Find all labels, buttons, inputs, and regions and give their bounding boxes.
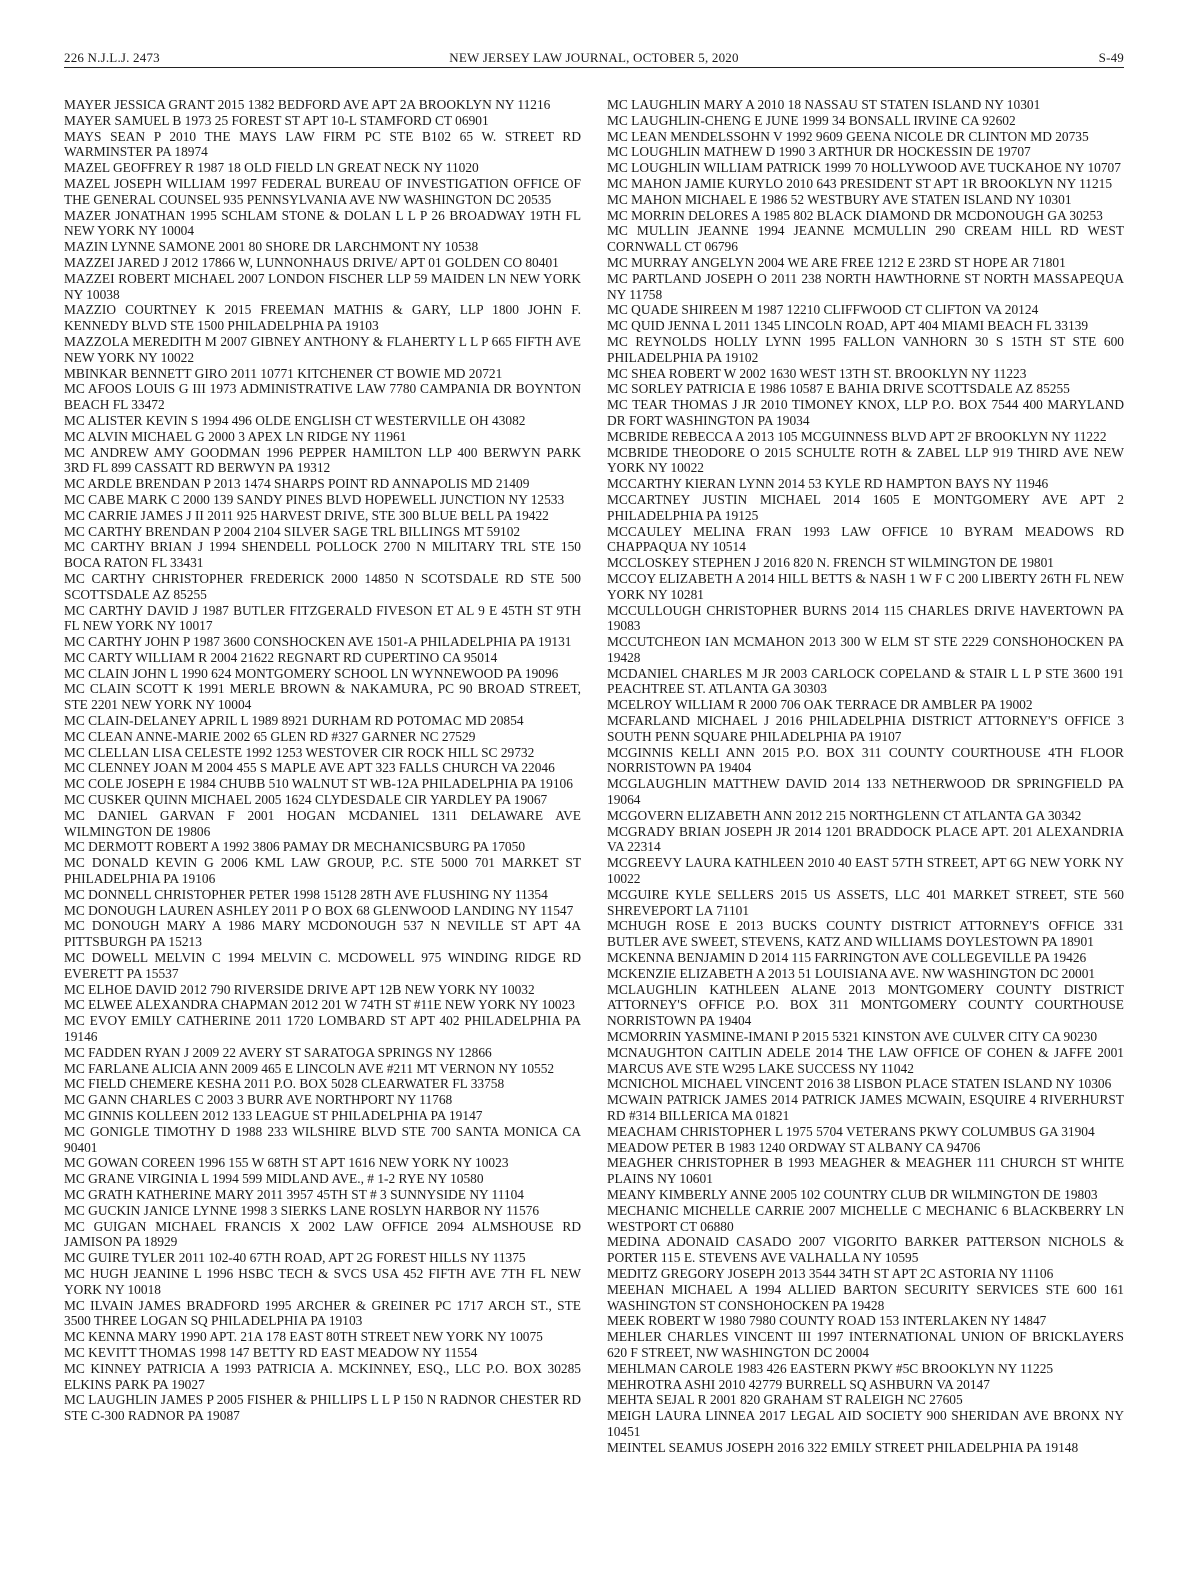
attorney-listing: MCNAUGHTON CAITLIN ADELE 2014 THE LAW OFFICE OF COHEN & JAFFE 2001 MARCUS AVE STE W295 LAKE SUCCESS NY 11042 <box>607 1044 1124 1076</box>
attorney-listing: MC COLE JOSEPH E 1984 CHUBB 510 WALNUT ST WB-12A PHILADELPHIA PA 19106 <box>64 776 573 792</box>
attorney-listing: MC CARTHY BRENDAN P 2004 2104 SILVER SAGE TRL BILLINGS MT 59102 <box>64 523 521 539</box>
attorney-listing: MC FADDEN RYAN J 2009 22 AVERY ST SARATOGA SPRINGS NY 12866 <box>64 1044 492 1060</box>
page-header <box>64 50 1124 66</box>
attorney-listing: MEHLER CHARLES VINCENT III 1997 INTERNATIONAL UNION OF BRICKLAYERS 620 F STREET, NW WASHINGTON DC 20004 <box>607 1329 1124 1360</box>
attorney-listing: MCBRIDE THEODORE O 2015 SCHULTE ROTH & ZABEL LLP 919 THIRD AVE NEW YORK NY 10022 <box>607 444 1124 476</box>
attorney-listing: MC PARTLAND JOSEPH O 2011 238 NORTH HAWTHORNE ST NORTH MASSAPEQUA NY 11758 <box>607 270 1124 302</box>
attorney-listing: MC LEAN MENDELSSOHN V 1992 9609 GEENA NICOLE DR CLINTON MD 20735 <box>607 128 1089 144</box>
attorney-listing: MC CLENNEY JOAN M 2004 455 S MAPLE AVE APT 323 FALLS CHURCH VA 22046 <box>64 760 555 776</box>
attorney-listing: MC LOUGHLIN MATHEW D 1990 3 ARTHUR DR HOCKESSIN DE 19707 <box>607 144 1031 160</box>
attorney-listing: MC AFOOS LOUIS G III 1973 ADMINISTRATIVE LAW 7780 CAMPANIA DR BOYNTON BEACH FL 33472 <box>64 381 581 413</box>
attorney-listing: MC MULLIN JEANNE 1994 JEANNE MCMULLIN 290 CREAM HILL RD WEST CORNWALL CT 06796 <box>607 223 1124 255</box>
attorney-listing: MC CLAIN-DELANEY APRIL L 1989 8921 DURHAM RD POTOMAC MD 20854 <box>64 713 524 729</box>
attorney-listing: MEADOW PETER B 1983 1240 ORDWAY ST ALBANY CA 94706 <box>607 1139 981 1155</box>
attorney-listing: MCMORRIN YASMINE-IMANI P 2015 5321 KINSTON AVE CULVER CITY CA 90230 <box>607 1029 1098 1045</box>
header-rule <box>64 67 1124 68</box>
attorney-listing: MCCAULEY MELINA FRAN 1993 LAW OFFICE 10 BYRAM MEADOWS RD CHAPPAQUA NY 10514 <box>607 523 1124 555</box>
attorney-listing: MCCLOSKEY STEPHEN J 2016 820 N. FRENCH ST WILMINGTON DE 19801 <box>607 555 1054 571</box>
attorney-listing: MC ALVIN MICHAEL G 2000 3 APEX LN RIDGE NY 11961 <box>64 428 407 444</box>
volume-citation: 226 N.J.L.J. 2473 <box>64 50 160 65</box>
attorney-listing: MAZZOLA MEREDITH M 2007 GIBNEY ANTHONY & FLAHERTY L L P 665 FIFTH AVE NEW YORK NY 10022 <box>64 333 581 365</box>
attorney-listing: MC DONALD KEVIN G 2006 KML LAW GROUP, P.C. STE 5000 701 MARKET ST PHILADELPHIA PA 19106 <box>64 855 581 887</box>
attorney-listing: MC KEVITT THOMAS 1998 147 BETTY RD EAST MEADOW NY 11554 <box>64 1344 478 1360</box>
attorney-listing: MC CUSKER QUINN MICHAEL 2005 1624 CLYDESDALE CIR YARDLEY PA 19067 <box>64 792 548 808</box>
attorney-listing: MCGLAUGHLIN MATTHEW DAVID 2014 133 NETHERWOOD DR SPRINGFIELD PA 19064 <box>607 776 1124 808</box>
attorney-listing: MAYER JESSICA GRANT 2015 1382 BEDFORD AVE APT 2A BROOKLYN NY 11216 <box>64 97 551 112</box>
attorney-listing: MC ARDLE BRENDAN P 2013 1474 SHARPS POINT RD ANNAPOLIS MD 21409 <box>64 476 530 492</box>
attorney-listing: MCGUIRE KYLE SELLERS 2015 US ASSETS, LLC 401 MARKET STREET, STE 560 SHREVEPORT LA 71101 <box>607 886 1124 918</box>
attorney-listing: MC GOWAN COREEN 1996 155 W 68TH ST APT 1616 NEW YORK NY 10023 <box>64 1155 509 1171</box>
attorney-listing: MC QUADE SHIREEN M 1987 12210 CLIFFWOOD CT CLIFTON VA 20124 <box>607 302 1039 318</box>
attorney-listing: MEAGHER CHRISTOPHER B 1993 MEAGHER & MEAGHER 111 CHURCH ST WHITE PLAINS NY 10601 <box>607 1155 1124 1187</box>
attorney-listing: MC DONNELL CHRISTOPHER PETER 1998 15128 28TH AVE FLUSHING NY 11354 <box>64 886 548 902</box>
attorney-listing: MC REYNOLDS HOLLY LYNN 1995 FALLON VANHORN 30 S 15TH ST STE 600 PHILADELPHIA PA 19102 <box>607 333 1124 365</box>
attorney-listing: MC ALISTER KEVIN S 1994 496 OLDE ENGLISH CT WESTERVILLE OH 43082 <box>64 412 526 428</box>
attorney-listing: MC CARTHY JOHN P 1987 3600 CONSHOCKEN AVE 1501-A PHILADELPHIA PA 19131 <box>64 634 572 650</box>
attorney-listing: MC SHEA ROBERT W 2002 1630 WEST 13TH ST. BROOKLYN NY 11223 <box>607 365 1027 381</box>
attorney-listing: MCCULLOUGH CHRISTOPHER BURNS 2014 115 CHARLES DRIVE HAVERTOWN PA 19083 <box>607 602 1124 634</box>
attorney-listing: MC CLAIN JOHN L 1990 624 MONTGOMERY SCHOOL LN WYNNEWOOD PA 19096 <box>64 665 559 681</box>
attorney-listing: MEINTEL SEAMUS JOSEPH 2016 322 EMILY STREET PHILADELPHIA PA 19148 <box>607 1439 1079 1455</box>
attorney-listing: MAZZEI ROBERT MICHAEL 2007 LONDON FISCHER LLP 59 MAIDEN LN NEW YORK NY 10038 <box>64 270 581 302</box>
attorney-listing: MC ELHOE DAVID 2012 790 RIVERSIDE DRIVE APT 12B NEW YORK NY 10032 <box>64 981 535 997</box>
attorney-listing: MC GRANE VIRGINIA L 1994 599 MIDLAND AVE., # 1-2 RYE NY 10580 <box>64 1171 484 1187</box>
attorney-listing: MCCARTHY KIERAN LYNN 2014 53 KYLE RD HAMPTON BAYS NY 11946 <box>607 476 1049 492</box>
attorney-listing: MC GONIGLE TIMOTHY D 1988 233 WILSHIRE BLVD STE 700 SANTA MONICA CA 90401 <box>64 1123 581 1155</box>
attorney-listing: MC HUGH JEANINE L 1996 HSBC TECH & SVCS USA 452 FIFTH AVE 7TH FL NEW YORK NY 10018 <box>64 1265 581 1297</box>
attorney-listing: MCBRIDE REBECCA A 2013 105 MCGUINNESS BLVD APT 2F BROOKLYN NY 11222 <box>607 428 1107 444</box>
attorney-listing: MC CABE MARK C 2000 139 SANDY PINES BLVD HOPEWELL JUNCTION NY 12533 <box>64 491 565 507</box>
attorney-listing: MC DERMOTT ROBERT A 1992 3806 PAMAY DR MECHANICSBURG PA 17050 <box>64 839 526 855</box>
attorney-listing: MC QUID JENNA L 2011 1345 LINCOLN ROAD, APT 404 MIAMI BEACH FL 33139 <box>607 318 1089 334</box>
attorney-listing: MC EVOY EMILY CATHERINE 2011 1720 LOMBARD ST APT 402 PHILADELPHIA PA 19146 <box>64 1013 581 1045</box>
attorney-listing: MC DONOUGH LAUREN ASHLEY 2011 P O BOX 68 GLENWOOD LANDING NY 11547 <box>64 902 574 918</box>
attorney-listing: MC CARTY WILLIAM R 2004 21622 REGNART RD CUPERTINO CA 95014 <box>64 649 498 665</box>
attorney-listing: MCKENNA BENJAMIN D 2014 115 FARRINGTON AVE COLLEGEVILLE PA 19426 <box>607 950 1087 966</box>
attorney-listing: MC LOUGHLIN WILLIAM PATRICK 1999 70 HOLLYWOOD AVE TUCKAHOE NY 10707 <box>607 160 1121 176</box>
attorney-listing: MC KINNEY PATRICIA A 1993 PATRICIA A. MCKINNEY, ESQ., LLC P.O. BOX 30285 ELKINS PARK PA 19027 <box>64 1360 581 1392</box>
attorney-listing: MEHLMAN CAROLE 1983 426 EASTERN PKWY #5C BROOKLYN NY 11225 <box>607 1360 1054 1376</box>
attorney-listing: MCGRADY BRIAN JOSEPH JR 2014 1201 BRADDOCK PLACE APT. 201 ALEXANDRIA VA 22314 <box>607 823 1124 855</box>
attorney-listing: MAZZIO COURTNEY K 2015 FREEMAN MATHIS & GARY, LLP 1800 JOHN F. KENNEDY BLVD STE 1500 PHILADELPHIA PA 19103 <box>64 302 581 334</box>
attorney-listing: MCWAIN PATRICK JAMES 2014 PATRICK JAMES MCWAIN, ESQUIRE 4 RIVERHURST RD #314 BILLERICA MA 01821 <box>607 1092 1124 1123</box>
attorney-listing: MAZZEI JARED J 2012 17866 W, LUNNONHAUS DRIVE/ APT 01 GOLDEN CO 80401 <box>64 254 559 270</box>
attorney-listing: MC GUIRE TYLER 2011 102-40 67TH ROAD, APT 2G FOREST HILLS NY 11375 <box>64 1250 526 1266</box>
attorney-listing: MC CLAIN SCOTT K 1991 MERLE BROWN & NAKAMURA, PC 90 BROAD STREET, STE 2201 NEW YORK NY 10004 <box>64 681 581 713</box>
attorney-listing: MC ELWEE ALEXANDRA CHAPMAN 2012 201 W 74TH ST #11E NEW YORK NY 10023 <box>64 997 575 1013</box>
attorney-listing: MC ANDREW AMY GOODMAN 1996 PEPPER HAMILTON LLP 400 BERWYN PARK 3RD FL 899 CASSATT RD BERWYN PA 19312 <box>64 444 581 476</box>
attorney-listing: MC CARRIE JAMES J II 2011 925 HARVEST DRIVE, STE 300 BLUE BELL PA 19422 <box>64 507 549 523</box>
attorney-listing: MC FARLANE ALICIA ANN 2009 465 E LINCOLN AVE #211 MT VERNON NY 10552 <box>64 1060 555 1076</box>
attorney-listing: MAZEL JOSEPH WILLIAM 1997 FEDERAL BUREAU OF INVESTIGATION OFFICE OF THE GENERAL COUNSEL 935 PENNSYLVANIA AVE NW WASHINGTON DC 20535 <box>64 175 581 207</box>
attorney-listing: MEDITZ GREGORY JOSEPH 2013 3544 34TH ST APT 2C ASTORIA NY 11106 <box>607 1265 1054 1281</box>
attorney-listing: MCGREEVY LAURA KATHLEEN 2010 40 EAST 57TH STREET, APT 6G NEW YORK NY 10022 <box>607 855 1124 887</box>
attorney-listing: MCCUTCHEON IAN MCMAHON 2013 300 W ELM ST STE 2229 CONSHOHOCKEN PA 19428 <box>607 634 1124 665</box>
attorney-listing: MC GUCKIN JANICE LYNNE 1998 3 SIERKS LANE ROSLYN HARBOR NY 11576 <box>64 1202 540 1218</box>
attorney-listing: MAZIN LYNNE SAMONE 2001 80 SHORE DR LARCHMONT NY 10538 <box>64 239 479 255</box>
attorney-listing: MEEK ROBERT W 1980 7980 COUNTY ROAD 153 INTERLAKEN NY 14847 <box>607 1313 1047 1329</box>
attorney-listing: MECHANIC MICHELLE CARRIE 2007 MICHELLE C MECHANIC 6 BLACKBERRY LN WESTPORT CT 06880 <box>607 1202 1124 1234</box>
attorney-listing: MCKENZIE ELIZABETH A 2013 51 LOUISIANA AVE. NW WASHINGTON DC 20001 <box>607 965 1096 981</box>
attorney-listing: MCCARTNEY JUSTIN MICHAEL 2014 1605 E MONTGOMERY AVE APT 2 PHILADELPHIA PA 19125 <box>607 491 1124 523</box>
attorney-listing: MC CARTHY BRIAN J 1994 SHENDELL POLLOCK 2700 N MILITARY TRL STE 150 BOCA RATON FL 33431 <box>64 539 581 571</box>
attorney-listing: MCGOVERN ELIZABETH ANN 2012 215 NORTHGLENN CT ATLANTA GA 30342 <box>607 807 1082 823</box>
attorney-listing: MC MURRAY ANGELYN 2004 WE ARE FREE 1212 E 23RD ST HOPE AR 71801 <box>607 254 1066 270</box>
attorney-listing: MEANY KIMBERLY ANNE 2005 102 COUNTRY CLUB DR WILMINGTON DE 19803 <box>607 1186 1098 1202</box>
attorney-listing: MC MORRIN DELORES A 1985 802 BLACK DIAMOND DR MCDONOUGH GA 30253 <box>607 207 1103 223</box>
attorney-listing: MBINKAR BENNETT GIRO 2011 10771 KITCHENER CT BOWIE MD 20721 <box>64 365 503 381</box>
page-number: S-49 <box>1098 50 1124 65</box>
attorney-listing: MC KENNA MARY 1990 APT. 21A 178 EAST 80TH STREET NEW YORK NY 10075 <box>64 1329 543 1345</box>
attorney-listing: MC FIELD CHEMERE KESHA 2011 P.O. BOX 5028 CLEARWATER FL 33758 <box>64 1076 505 1092</box>
attorney-listing: MAYER SAMUEL B 1973 25 FOREST ST APT 10-L STAMFORD CT 06901 <box>64 112 489 128</box>
attorney-listing: MC MAHON MICHAEL E 1986 52 WESTBURY AVE STATEN ISLAND NY 10301 <box>607 191 1072 207</box>
attorney-listing: MEIGH LAURA LINNEA 2017 LEGAL AID SOCIETY 900 SHERIDAN AVE BRONX NY 10451 <box>607 1408 1124 1439</box>
attorney-listing: MC CARTHY DAVID J 1987 BUTLER FITZGERALD FIVESON ET AL 9 E 45TH ST 9TH FL NEW YORK NY 10017 <box>64 602 581 634</box>
attorney-listing: MEHROTRA ASHI 2010 42779 BURRELL SQ ASHBURN VA 20147 <box>607 1376 990 1392</box>
attorney-listing: MC TEAR THOMAS J JR 2010 TIMONEY KNOX, LLP P.O. BOX 7544 400 MARYLAND DR FORT WASHINGTON PA 19034 <box>607 397 1124 428</box>
attorney-listing: MC DOWELL MELVIN C 1994 MELVIN C. MCDOWELL 975 WINDING RIDGE RD EVERETT PA 15537 <box>64 950 581 981</box>
attorney-listing: MEHTA SEJAL R 2001 820 GRAHAM ST RALEIGH NC 27605 <box>607 1392 963 1408</box>
attorney-listing: MC SORLEY PATRICIA E 1986 10587 E BAHIA DRIVE SCOTTSDALE AZ 85255 <box>607 381 1070 397</box>
attorney-listing: MEEHAN MICHAEL A 1994 ALLIED BARTON SECURITY SERVICES STE 600 161 WASHINGTON ST CONSHOHOCKEN PA 19428 <box>607 1281 1124 1313</box>
attorney-listing: MCGINNIS KELLI ANN 2015 P.O. BOX 311 COUNTY COURTHOUSE 4TH FLOOR NORRISTOWN PA 19404 <box>607 744 1124 776</box>
attorney-listing: MCFARLAND MICHAEL J 2016 PHILADELPHIA DISTRICT ATTORNEY'S OFFICE 3 SOUTH PENN SQUARE PHILADELPHIA PA 19107 <box>607 713 1124 744</box>
attorney-listing: MC DANIEL GARVAN F 2001 HOGAN MCDANIEL 1311 DELAWARE AVE WILMINGTON DE 19806 <box>64 807 581 839</box>
attorney-listing: MC GUIGAN MICHAEL FRANCIS X 2002 LAW OFFICE 2094 ALMSHOUSE RD JAMISON PA 18929 <box>64 1218 581 1250</box>
attorney-listing: MCNICHOL MICHAEL VINCENT 2016 38 LISBON PLACE STATEN ISLAND NY 10306 <box>607 1076 1112 1092</box>
attorney-listing: MC GINNIS KOLLEEN 2012 133 LEAGUE ST PHILADELPHIA PA 19147 <box>64 1108 483 1123</box>
attorney-listing: MCDANIEL CHARLES M JR 2003 CARLOCK COPELAND & STAIR L L P STE 3600 191 PEACHTREE ST. ATLANTA GA 30303 <box>607 665 1124 697</box>
publication-title: NEW JERSEY LAW JOURNAL, OCTOBER 5, 2020 <box>449 50 739 65</box>
left-column <box>64 97 581 1424</box>
attorney-listing: MAZEL GEOFFREY R 1987 18 OLD FIELD LN GREAT NECK NY 11020 <box>64 160 479 176</box>
attorney-listing: MC CARTHY CHRISTOPHER FREDERICK 2000 14850 N SCOTSDALE RD STE 500 SCOTTSDALE AZ 85255 <box>64 570 581 602</box>
attorney-listing: MEDINA ADONAID CASADO 2007 VIGORITO BARKER PATTERSON NICHOLS & PORTER 115 E. STEVENS AVE VALHALLA NY 10595 <box>607 1234 1124 1266</box>
attorney-listing: MC GRATH KATHERINE MARY 2011 3957 45TH ST # 3 SUNNYSIDE NY 11104 <box>64 1186 525 1202</box>
attorney-listing: MCLAUGHLIN KATHLEEN ALANE 2013 MONTGOMERY COUNTY DISTRICT ATTORNEY'S OFFICE P.O. BOX 311 MONTGOMERY COUNTY COURTHOUSE NORRISTOWN PA 19404 <box>607 981 1124 1029</box>
attorney-listing: MC CLELLAN LISA CELESTE 1992 1253 WESTOVER CIR ROCK HILL SC 29732 <box>64 744 535 760</box>
attorney-listing: MC CLEAN ANNE-MARIE 2002 65 GLEN RD #327 GARNER NC 27529 <box>64 728 476 744</box>
attorney-listing: MAYS SEAN P 2010 THE MAYS LAW FIRM PC STE B102 65 W. STREET RD WARMINSTER PA 18974 <box>64 128 581 160</box>
attorney-listing: MCCOY ELIZABETH A 2014 HILL BETTS & NASH 1 W F C 200 LIBERTY 26TH FL NEW YORK NY 10281 <box>607 570 1124 602</box>
attorney-listing: MC LAUGHLIN JAMES P 2005 FISHER & PHILLIPS L L P 150 N RADNOR CHESTER RD STE C-300 RADNOR PA 19087 <box>64 1392 581 1424</box>
right-column <box>607 97 1124 1456</box>
attorney-listing: MC DONOUGH MARY A 1986 MARY MCDONOUGH 537 N NEVILLE ST APT 4A PITTSBURGH PA 15213 <box>64 918 581 950</box>
attorney-listing: MCHUGH ROSE E 2013 BUCKS COUNTY DISTRICT ATTORNEY'S OFFICE 331 BUTLER AVE SWEET, STEVENS, KATZ AND WILLIAMS DOYLESTOWN PA 18901 <box>607 918 1124 950</box>
attorney-listing: MC ILVAIN JAMES BRADFORD 1995 ARCHER & GREINER PC 1717 ARCH ST., STE 3500 THREE LOGAN SQ PHILADELPHIA PA 19103 <box>64 1297 581 1329</box>
attorney-listing: MCELROY WILLIAM R 2000 706 OAK TERRACE DR AMBLER PA 19002 <box>607 697 1033 713</box>
attorney-listing: MC LAUGHLIN MARY A 2010 18 NASSAU ST STATEN ISLAND NY 10301 <box>607 97 1041 112</box>
attorney-listing: MC MAHON JAMIE KURYLO 2010 643 PRESIDENT ST APT 1R BROOKLYN NY 11215 <box>607 175 1113 191</box>
attorney-listing: MEACHAM CHRISTOPHER L 1975 5704 VETERANS PKWY COLUMBUS GA 31904 <box>607 1123 1095 1139</box>
attorney-listing: MAZER JONATHAN 1995 SCHLAM STONE & DOLAN L L P 26 BROADWAY 19TH FL NEW YORK NY 10004 <box>64 207 581 239</box>
attorney-listing: MC GANN CHARLES C 2003 3 BURR AVE NORTHPORT NY 11768 <box>64 1092 453 1108</box>
attorney-listing: MC LAUGHLIN-CHENG E JUNE 1999 34 BONSALL IRVINE CA 92602 <box>607 112 1016 128</box>
